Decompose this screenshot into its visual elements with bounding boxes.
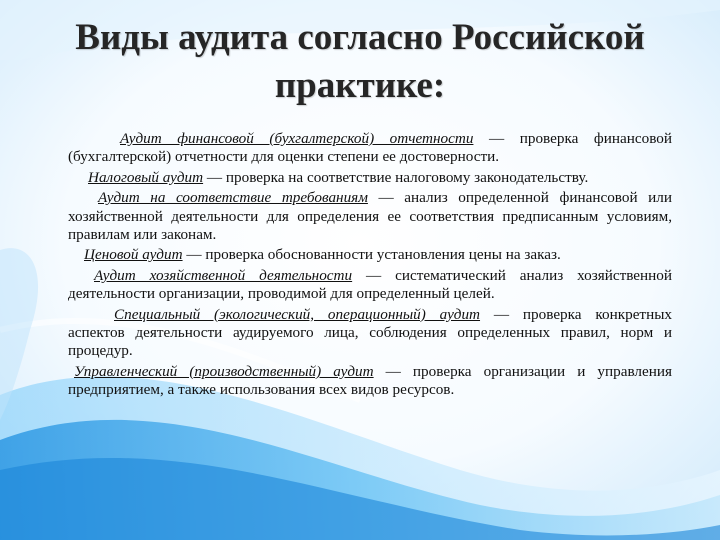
term-financial-audit: Аудит финансовой (бухгалтерской) отчетности: [120, 130, 474, 147]
definition-management-audit: — проверка организации и управления предприятием, а также использования всех видов ресурсов.: [68, 362, 672, 399]
term-compliance-audit: Аудит на соответствие требованиям: [98, 189, 368, 207]
definition-compliance-audit: — анализ определенной финансовой или хозяйственной деятельности для определения ее соответствия предписанным условиям, правилам или законам.: [68, 189, 672, 244]
term-special-audit: Специальный (экологический, операционный) аудит: [114, 305, 481, 323]
paragraph-price-audit: [68, 246, 672, 264]
term-tax-audit: Налоговый аудит: [88, 168, 204, 186]
paragraph-compliance-audit: [68, 189, 672, 244]
definition-special-audit: — проверка конкретных аспектов деятельности аудируемого лица, соблюдения определенных правил, норм и процедур.: [68, 305, 672, 360]
paragraph-tax-audit: [68, 169, 672, 187]
slide-title: Виды аудита согласно Российской практике:: [75, 17, 645, 106]
paragraph-financial-audit: [68, 130, 672, 167]
paragraph-business-audit: [68, 267, 672, 304]
paragraph-special-audit: [68, 306, 672, 361]
term-management-audit: Управленческий (производственный) аудит: [74, 362, 374, 380]
term-business-audit: Аудит хозяйственной деятельности: [94, 266, 353, 284]
definition-tax-audit: — проверка на соответствие налоговому законодательству.: [203, 168, 589, 186]
definition-financial-audit: — проверка финансовой (бухгалтерской) отчетности для оценки степени ее достоверности.: [68, 130, 672, 166]
paragraph-management-audit: [68, 363, 672, 400]
definition-price-audit: — проверка обоснованности установления цены на заказ.: [182, 246, 561, 264]
definition-business-audit: — систематический анализ хозяйственной деятельности организации, проводимой для определенный целей.: [68, 266, 673, 303]
content-body: [68, 130, 672, 402]
term-price-audit: Ценовой аудит: [84, 246, 183, 264]
